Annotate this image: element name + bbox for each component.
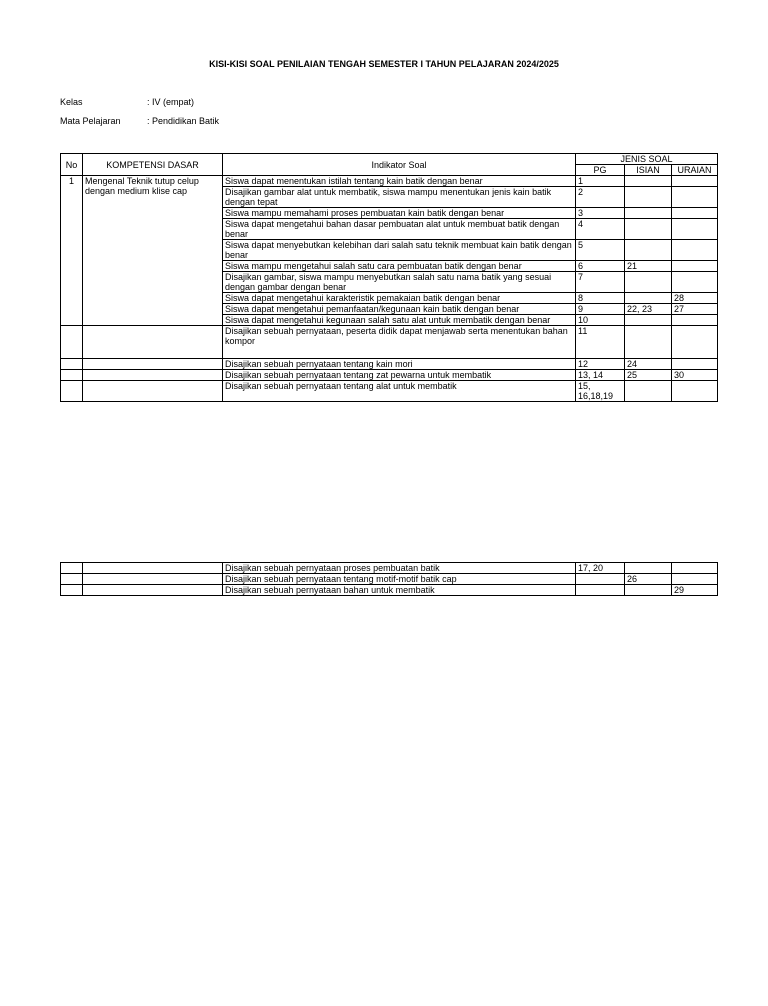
indikator-cell: Siswa dapat mengetahui karakteristik pemakaian batik dengan benar bbox=[223, 293, 576, 304]
uraian-cell: 30 bbox=[672, 370, 718, 381]
isian-cell: 24 bbox=[625, 359, 672, 370]
indikator-cell: Siswa dapat mengetahui pemanfaatan/kegunaan kain batik dengan benar bbox=[223, 304, 576, 315]
pg-cell: 9 bbox=[576, 304, 625, 315]
pg-cell: 4 bbox=[576, 219, 625, 240]
uraian-cell bbox=[672, 381, 718, 402]
pg-cell: 3 bbox=[576, 208, 625, 219]
uraian-cell bbox=[672, 240, 718, 261]
kelas-value: : IV (empat) bbox=[147, 97, 195, 107]
header-pg: PG bbox=[576, 165, 625, 176]
pg-cell: 12 bbox=[576, 359, 625, 370]
uraian-cell bbox=[672, 272, 718, 293]
uraian-cell bbox=[672, 326, 718, 359]
pg-cell: 2 bbox=[576, 187, 625, 208]
kompetensi-cell bbox=[83, 370, 223, 381]
table-row bbox=[61, 381, 718, 402]
no-cell bbox=[61, 585, 83, 596]
isian-cell bbox=[625, 381, 672, 402]
uraian-cell: 28 bbox=[672, 293, 718, 304]
indikator-cell: Disajikan sebuah pernyataan proses pembuatan batik bbox=[223, 563, 576, 574]
uraian-cell bbox=[672, 219, 718, 240]
indikator-cell: Disajikan sebuah pernyataan, peserta didik dapat menjawab serta menentukan bahan kompor bbox=[223, 326, 576, 359]
indikator-cell: Siswa mampu memahami proses pembuatan kain batik dengan benar bbox=[223, 208, 576, 219]
mapel-label: Mata Pelajaran bbox=[60, 116, 121, 126]
indikator-cell: Disajikan sebuah pernyataan tentang kain mori bbox=[223, 359, 576, 370]
no-cell bbox=[61, 370, 83, 381]
pg-cell: 6 bbox=[576, 261, 625, 272]
kelas-row bbox=[60, 97, 194, 107]
table-row bbox=[61, 563, 718, 574]
indikator-cell: Disajikan gambar alat untuk membatik, siswa mampu menentukan jenis kain batik dengan tepat bbox=[223, 187, 576, 208]
uraian-cell: 29 bbox=[672, 585, 718, 596]
uraian-cell bbox=[672, 208, 718, 219]
kelas-label: Kelas bbox=[60, 97, 83, 107]
isian-cell: 21 bbox=[625, 261, 672, 272]
group-number: 1 bbox=[61, 176, 83, 326]
kompetensi-dasar-cell: Mengenal Teknik tutup celup dengan medium klise cap bbox=[83, 176, 223, 326]
isian-cell: 26 bbox=[625, 574, 672, 585]
indikator-cell: Disajikan sebuah pernyataan tentang motif-motif batik cap bbox=[223, 574, 576, 585]
indikator-cell: Siswa dapat mengetahui bahan dasar pembuatan alat untuk membuat batik dengan benar bbox=[223, 219, 576, 240]
uraian-cell bbox=[672, 563, 718, 574]
isian-cell bbox=[625, 585, 672, 596]
uraian-cell bbox=[672, 359, 718, 370]
isian-cell bbox=[625, 326, 672, 359]
pg-cell: 10 bbox=[576, 315, 625, 326]
kompetensi-cell bbox=[83, 359, 223, 370]
pg-cell: 7 bbox=[576, 272, 625, 293]
isian-cell bbox=[625, 219, 672, 240]
header-isian: ISIAN bbox=[625, 165, 672, 176]
pg-cell: 13, 14 bbox=[576, 370, 625, 381]
document-title: KISI-KISI SOAL PENILAIAN TENGAH SEMESTER I TAHUN PELAJARAN 2024/2025 bbox=[209, 59, 559, 69]
no-cell bbox=[61, 563, 83, 574]
uraian-cell bbox=[672, 187, 718, 208]
pg-cell: 17, 20 bbox=[576, 563, 625, 574]
no-cell bbox=[61, 326, 83, 359]
indikator-cell: Disajikan sebuah pernyataan tentang alat untuk membatik bbox=[223, 381, 576, 402]
pg-cell bbox=[576, 574, 625, 585]
table-row bbox=[61, 585, 718, 596]
header-no: No bbox=[61, 154, 83, 176]
no-cell bbox=[61, 574, 83, 585]
isian-cell bbox=[625, 187, 672, 208]
kisi-kisi-table bbox=[60, 153, 718, 402]
mapel-row bbox=[60, 116, 219, 126]
indikator-cell: Disajikan sebuah pernyataan bahan untuk membatik bbox=[223, 585, 576, 596]
pg-cell: 8 bbox=[576, 293, 625, 304]
table-row bbox=[61, 359, 718, 370]
pg-cell: 15, 16,18,19 bbox=[576, 381, 625, 402]
table-row bbox=[61, 370, 718, 381]
table-row bbox=[61, 574, 718, 585]
kisi-kisi-table-continued bbox=[60, 562, 718, 596]
isian-cell bbox=[625, 176, 672, 187]
isian-cell bbox=[625, 315, 672, 326]
pg-cell: 1 bbox=[576, 176, 625, 187]
table-row bbox=[61, 326, 718, 359]
indikator-cell: Disajikan sebuah pernyataan tentang zat pewarna untuk membatik bbox=[223, 370, 576, 381]
indikator-cell: Siswa dapat menyebutkan kelebihan dari salah satu teknik membuat kain batik dengan benar bbox=[223, 240, 576, 261]
header-kompetensi-dasar: KOMPETENSI DASAR bbox=[83, 154, 223, 176]
kompetensi-cell bbox=[83, 574, 223, 585]
kompetensi-cell bbox=[83, 585, 223, 596]
isian-cell bbox=[625, 272, 672, 293]
indikator-cell: Siswa mampu mengetahui salah satu cara pembuatan batik dengan benar bbox=[223, 261, 576, 272]
uraian-cell bbox=[672, 574, 718, 585]
isian-cell bbox=[625, 240, 672, 261]
table-row bbox=[61, 176, 718, 187]
no-cell bbox=[61, 359, 83, 370]
pg-cell: 5 bbox=[576, 240, 625, 261]
isian-cell bbox=[625, 208, 672, 219]
header-indikator-soal: Indikator Soal bbox=[223, 154, 576, 176]
mapel-value: : Pendidikan Batik bbox=[147, 116, 220, 126]
kompetensi-cell bbox=[83, 326, 223, 359]
isian-cell bbox=[625, 293, 672, 304]
isian-cell: 22, 23 bbox=[625, 304, 672, 315]
indikator-cell: Siswa dapat menentukan istilah tentang kain batik dengan benar bbox=[223, 176, 576, 187]
kompetensi-cell bbox=[83, 381, 223, 402]
uraian-cell: 27 bbox=[672, 304, 718, 315]
header-jenis-soal: JENIS SOAL bbox=[576, 154, 718, 165]
isian-cell bbox=[625, 563, 672, 574]
uraian-cell bbox=[672, 261, 718, 272]
pg-cell: 11 bbox=[576, 326, 625, 359]
indikator-cell: Disajikan gambar, siswa mampu menyebutkan salah satu nama batik yang sesuai dengan gambar dengan benar bbox=[223, 272, 576, 293]
no-cell bbox=[61, 381, 83, 402]
header-uraian: URAIAN bbox=[672, 165, 718, 176]
pg-cell bbox=[576, 585, 625, 596]
uraian-cell bbox=[672, 315, 718, 326]
indikator-cell: Siswa dapat mengetahui kegunaan salah satu alat untuk membatik dengan benar bbox=[223, 315, 576, 326]
kompetensi-cell bbox=[83, 563, 223, 574]
isian-cell: 25 bbox=[625, 370, 672, 381]
uraian-cell bbox=[672, 176, 718, 187]
